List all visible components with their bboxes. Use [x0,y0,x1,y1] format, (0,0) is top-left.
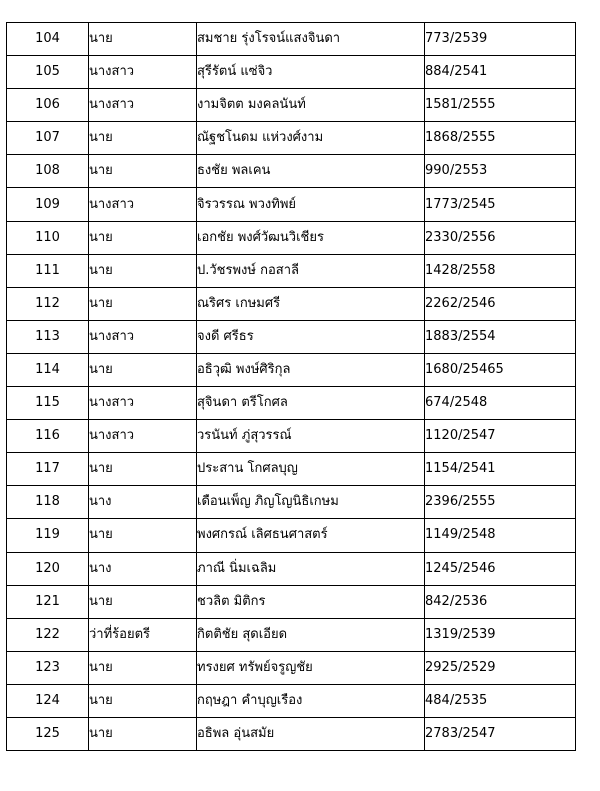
name-cell: กฤษฎา คำบุญเรือง [197,684,425,717]
row-number-cell: 120 [7,552,89,585]
name-cell: เอกชัย พงศ์วัฒนวิเชียร [197,221,425,254]
title-cell: นางสาว [89,56,197,89]
reference-number-cell: 1773/2545 [425,188,576,221]
table-row [7,155,576,188]
title-cell: นาย [89,353,197,386]
table-row [7,420,576,453]
reference-number-cell: 1245/2546 [425,552,576,585]
row-number-cell: 123 [7,651,89,684]
name-cell: ประสาน โกศลบุญ [197,453,425,486]
title-cell: นางสาว [89,320,197,353]
table-row [7,221,576,254]
row-number-cell: 112 [7,287,89,320]
row-number-cell: 117 [7,453,89,486]
row-number-cell: 107 [7,122,89,155]
name-cell: ณริศร เกษมศรี [197,287,425,320]
table-row [7,287,576,320]
name-cell: วรนันท์ ภู่สุวรรณ์ [197,420,425,453]
row-number-cell: 108 [7,155,89,188]
row-number-cell: 124 [7,684,89,717]
title-cell: นาย [89,717,197,750]
name-cell: ชวลิต มิติกร [197,585,425,618]
title-cell: นาง [89,486,197,519]
table-row [7,552,576,585]
reference-number-cell: 1120/2547 [425,420,576,453]
reference-number-cell: 1680/25465 [425,353,576,386]
reference-number-cell: 842/2536 [425,585,576,618]
reference-number-cell: 484/2535 [425,684,576,717]
table-row [7,585,576,618]
title-cell: นาย [89,585,197,618]
member-list-body [7,23,576,751]
table-row [7,618,576,651]
table-row [7,519,576,552]
name-cell: ทรงยศ ทรัพย์จรูญชัย [197,651,425,684]
table-row [7,23,576,56]
row-number-cell: 109 [7,188,89,221]
row-number-cell: 110 [7,221,89,254]
row-number-cell: 121 [7,585,89,618]
row-number-cell: 105 [7,56,89,89]
table-row [7,89,576,122]
name-cell: สุรีรัตน์ แซ่จิว [197,56,425,89]
row-number-cell: 106 [7,89,89,122]
row-number-cell: 114 [7,353,89,386]
reference-number-cell: 2330/2556 [425,221,576,254]
title-cell: นางสาว [89,387,197,420]
table-row [7,122,576,155]
table-row [7,353,576,386]
title-cell: นาย [89,254,197,287]
reference-number-cell: 1428/2558 [425,254,576,287]
row-number-cell: 119 [7,519,89,552]
reference-number-cell: 674/2548 [425,387,576,420]
table-row [7,486,576,519]
title-cell: นาย [89,651,197,684]
table-row [7,254,576,287]
reference-number-cell: 1149/2548 [425,519,576,552]
name-cell: จิรวรรณ พวงทิพย์ [197,188,425,221]
title-cell: นาย [89,122,197,155]
reference-number-cell: 1868/2555 [425,122,576,155]
table-row [7,188,576,221]
row-number-cell: 113 [7,320,89,353]
name-cell: พงศกรณ์ เลิศธนศาสตร์ [197,519,425,552]
name-cell: งามจิตต มงคลนันท์ [197,89,425,122]
reference-number-cell: 1154/2541 [425,453,576,486]
reference-number-cell: 2783/2547 [425,717,576,750]
title-cell: นาย [89,684,197,717]
reference-number-cell: 2396/2555 [425,486,576,519]
reference-number-cell: 2925/2529 [425,651,576,684]
name-cell: ป.วัชรพงษ์ กอสาลี [197,254,425,287]
table-row [7,717,576,750]
reference-number-cell: 1883/2554 [425,320,576,353]
table-row [7,387,576,420]
title-cell: นางสาว [89,89,197,122]
row-number-cell: 111 [7,254,89,287]
title-cell: ว่าที่ร้อยตรี [89,618,197,651]
name-cell: สมชาย รุ่งโรจน์แสงจินดา [197,23,425,56]
title-cell: นาย [89,453,197,486]
row-number-cell: 122 [7,618,89,651]
reference-number-cell: 773/2539 [425,23,576,56]
row-number-cell: 125 [7,717,89,750]
title-cell: นางสาว [89,188,197,221]
row-number-cell: 118 [7,486,89,519]
reference-number-cell: 2262/2546 [425,287,576,320]
title-cell: นาย [89,221,197,254]
title-cell: นาย [89,23,197,56]
name-cell: ณัฐชโนดม แห่วงศ์งาม [197,122,425,155]
name-cell: เดือนเพ็ญ ภิญโญนิธิเกษม [197,486,425,519]
row-number-cell: 104 [7,23,89,56]
table-row [7,651,576,684]
title-cell: นางสาว [89,420,197,453]
member-list-table [6,22,576,751]
table-row [7,684,576,717]
name-cell: กิตติชัย สุดเอียด [197,618,425,651]
title-cell: นาง [89,552,197,585]
title-cell: นาย [89,287,197,320]
reference-number-cell: 1581/2555 [425,89,576,122]
title-cell: นาย [89,155,197,188]
reference-number-cell: 884/2541 [425,56,576,89]
name-cell: อธิพล อุ่นสมัย [197,717,425,750]
name-cell: ภาณี นิ่มเฉลิม [197,552,425,585]
table-row [7,56,576,89]
row-number-cell: 115 [7,387,89,420]
name-cell: ธงชัย พลเคน [197,155,425,188]
table-row [7,320,576,353]
name-cell: จงดี ศรีธร [197,320,425,353]
table-row [7,453,576,486]
title-cell: นาย [89,519,197,552]
name-cell: อธิวุฒิ พงษ์ศิริกุล [197,353,425,386]
row-number-cell: 116 [7,420,89,453]
reference-number-cell: 990/2553 [425,155,576,188]
reference-number-cell: 1319/2539 [425,618,576,651]
name-cell: สุจินดา ตรีโกศล [197,387,425,420]
